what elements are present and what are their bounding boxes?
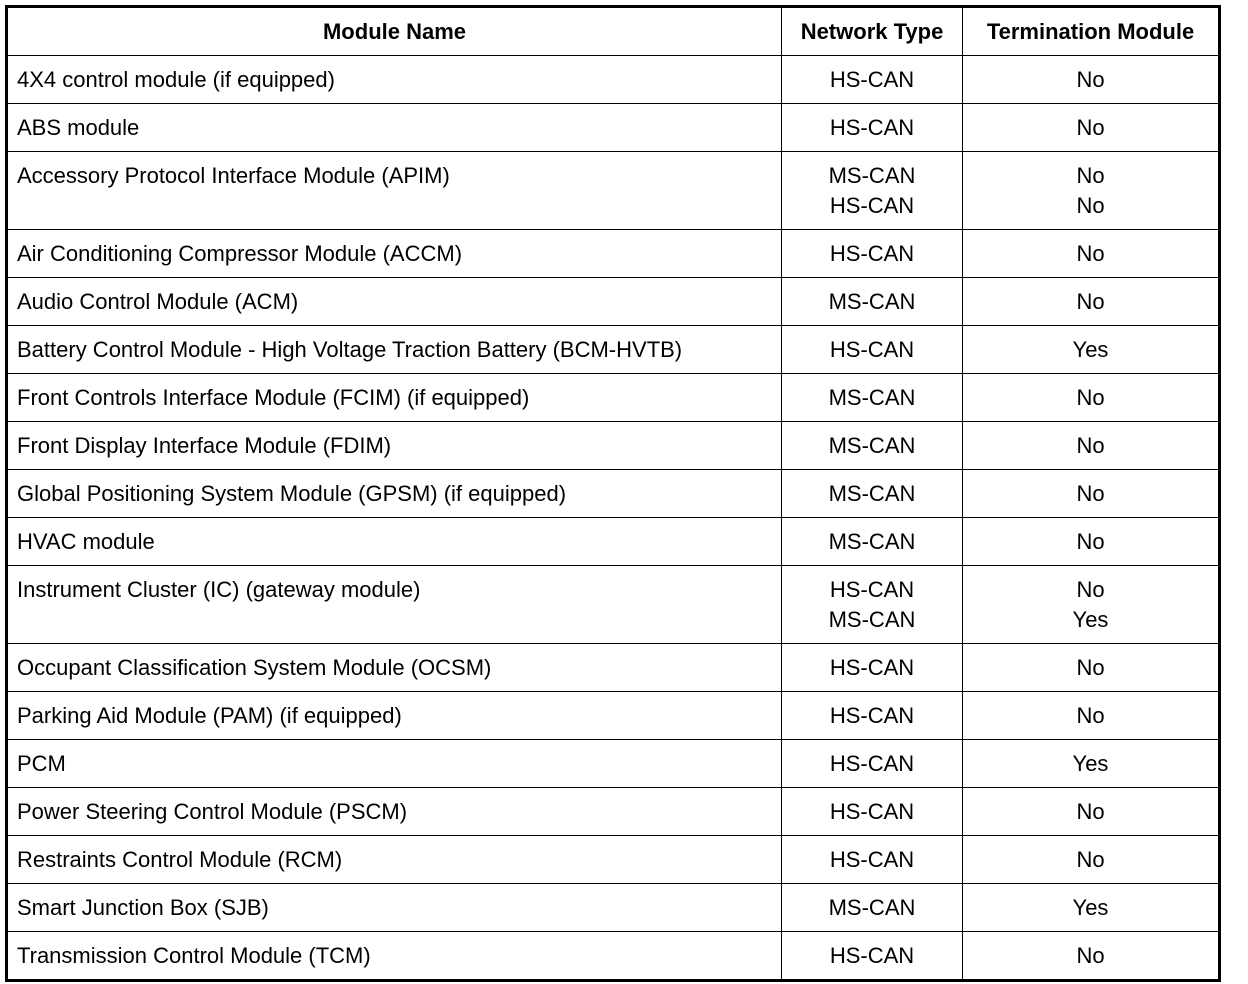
module-network-table [5, 5, 1221, 982]
table-row [7, 932, 1220, 981]
termination-module-cell [963, 692, 1220, 740]
network-type-value: MS-CAN [828, 481, 916, 506]
network-type-value: HS-CAN [829, 703, 915, 728]
module-name-cell: ABS module [7, 104, 782, 152]
network-type-value: MS-CAN [828, 385, 916, 410]
table-row [7, 692, 1220, 740]
network-type-value: HS-CAN [829, 847, 915, 872]
network-type-cell [782, 104, 963, 152]
network-type-value: MS-CAN [828, 607, 916, 632]
header-row [7, 7, 1220, 56]
table-row [7, 278, 1220, 326]
termination-module-value: No [1076, 241, 1105, 266]
network-type-cell [782, 278, 963, 326]
network-type-value: MS-CAN [828, 529, 916, 554]
network-type-value: MS-CAN [828, 433, 916, 458]
termination-module-value: Yes [1072, 895, 1109, 920]
network-type-value: MS-CAN [828, 895, 916, 920]
termination-module-value: No [1076, 529, 1105, 554]
table-row [7, 230, 1220, 278]
module-name-cell: Smart Junction Box (SJB) [7, 884, 782, 932]
table-row [7, 644, 1220, 692]
table-row [7, 470, 1220, 518]
module-name-cell: Instrument Cluster (IC) (gateway module) [7, 566, 782, 644]
table-row [7, 422, 1220, 470]
termination-module-cell [963, 152, 1220, 230]
network-type-value: MS-CAN [828, 163, 916, 188]
module-name-cell: 4X4 control module (if equipped) [7, 56, 782, 104]
termination-module-value: No [1076, 115, 1105, 140]
network-type-cell [782, 884, 963, 932]
network-type-value: HS-CAN [829, 193, 915, 218]
module-name-cell: Battery Control Module - High Voltage Traction Battery (BCM-HVTB) [7, 326, 782, 374]
module-name-cell: Front Display Interface Module (FDIM) [7, 422, 782, 470]
network-type-cell [782, 518, 963, 566]
table-row [7, 56, 1220, 104]
table-row [7, 788, 1220, 836]
network-type-value: HS-CAN [829, 115, 915, 140]
termination-module-value: No [1076, 289, 1105, 314]
network-type-cell [782, 326, 963, 374]
header-network-type: Network Type [782, 7, 963, 56]
network-type-cell [782, 152, 963, 230]
module-name-cell: Global Positioning System Module (GPSM) (if equipped) [7, 470, 782, 518]
module-name-cell: Power Steering Control Module (PSCM) [7, 788, 782, 836]
termination-module-cell [963, 836, 1220, 884]
network-type-cell [782, 422, 963, 470]
network-type-value: HS-CAN [829, 799, 915, 824]
termination-module-value: Yes [1072, 751, 1109, 776]
network-type-value: HS-CAN [829, 67, 915, 92]
module-name-cell: HVAC module [7, 518, 782, 566]
termination-module-cell [963, 932, 1220, 981]
termination-module-value: Yes [1072, 337, 1109, 362]
table-row [7, 566, 1220, 644]
network-type-cell [782, 740, 963, 788]
termination-module-cell [963, 566, 1220, 644]
network-type-cell [782, 788, 963, 836]
termination-module-cell [963, 884, 1220, 932]
termination-module-value: No [1076, 385, 1105, 410]
termination-module-cell [963, 104, 1220, 152]
table-row [7, 152, 1220, 230]
network-type-cell [782, 644, 963, 692]
table-row [7, 104, 1220, 152]
table-row [7, 374, 1220, 422]
termination-module-cell [963, 740, 1220, 788]
termination-module-value: No [1076, 655, 1105, 680]
network-type-cell [782, 56, 963, 104]
termination-module-value: No [1076, 847, 1105, 872]
termination-module-cell [963, 56, 1220, 104]
module-name-cell: Air Conditioning Compressor Module (ACCM) [7, 230, 782, 278]
network-type-cell [782, 470, 963, 518]
table-row [7, 326, 1220, 374]
module-name-cell: Accessory Protocol Interface Module (APIM) [7, 152, 782, 230]
network-type-cell [782, 566, 963, 644]
network-type-value: HS-CAN [829, 943, 915, 968]
table-row [7, 740, 1220, 788]
network-type-value: HS-CAN [829, 577, 915, 602]
network-type-value: HS-CAN [829, 337, 915, 362]
termination-module-value: No [1076, 943, 1105, 968]
module-name-cell: Occupant Classification System Module (OCSM) [7, 644, 782, 692]
termination-module-cell [963, 644, 1220, 692]
network-type-value: MS-CAN [828, 289, 916, 314]
termination-module-value: No [1076, 67, 1105, 92]
network-type-cell [782, 230, 963, 278]
module-name-cell: Parking Aid Module (PAM) (if equipped) [7, 692, 782, 740]
termination-module-value: No [1076, 193, 1105, 218]
termination-module-cell [963, 278, 1220, 326]
termination-module-value: No [1076, 703, 1105, 728]
network-type-cell [782, 374, 963, 422]
module-name-cell: Front Controls Interface Module (FCIM) (if equipped) [7, 374, 782, 422]
network-type-cell [782, 836, 963, 884]
network-type-cell [782, 692, 963, 740]
network-type-cell [782, 932, 963, 981]
termination-module-value: Yes [1072, 607, 1109, 632]
module-name-cell: PCM [7, 740, 782, 788]
table-row [7, 884, 1220, 932]
header-termination-module: Termination Module [963, 7, 1220, 56]
termination-module-value: No [1076, 481, 1105, 506]
table-row [7, 518, 1220, 566]
termination-module-cell [963, 788, 1220, 836]
header-module-name: Module Name [7, 7, 782, 56]
module-name-cell: Transmission Control Module (TCM) [7, 932, 782, 981]
termination-module-value: No [1076, 577, 1105, 602]
termination-module-cell [963, 326, 1220, 374]
termination-module-value: No [1076, 163, 1105, 188]
network-type-value: HS-CAN [829, 655, 915, 680]
network-type-value: HS-CAN [829, 241, 915, 266]
termination-module-cell [963, 470, 1220, 518]
termination-module-value: No [1076, 433, 1105, 458]
network-type-value: HS-CAN [829, 751, 915, 776]
table-body [7, 56, 1220, 981]
termination-module-value: No [1076, 799, 1105, 824]
module-name-cell: Audio Control Module (ACM) [7, 278, 782, 326]
termination-module-cell [963, 422, 1220, 470]
termination-module-cell [963, 230, 1220, 278]
module-name-cell: Restraints Control Module (RCM) [7, 836, 782, 884]
termination-module-cell [963, 374, 1220, 422]
termination-module-cell [963, 518, 1220, 566]
table-row [7, 836, 1220, 884]
